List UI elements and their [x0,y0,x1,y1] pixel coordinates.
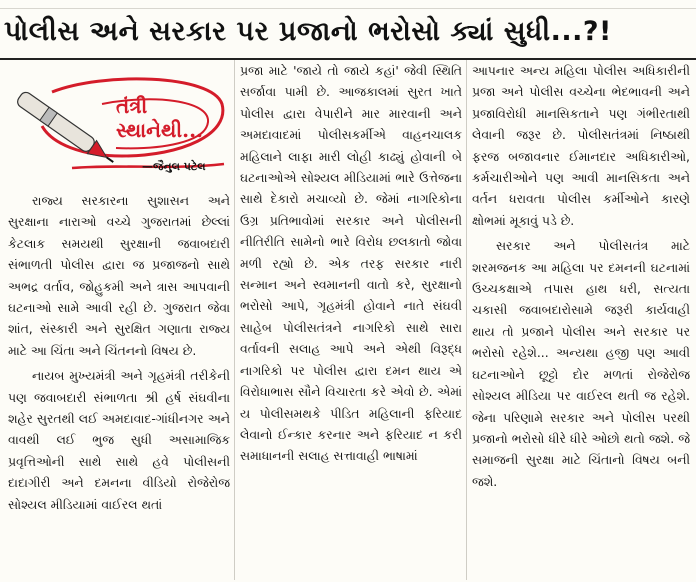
column-divider [466,60,467,580]
headline: પોલીસ અને સરકાર પર પ્રજાનો ભરોસો ક્યાં સુધી...?! [4,16,612,47]
paragraph: રાજ્ય સરકારના સુશાસન અને સુરક્ષાના નારાઓ વચ્ચે ગુજરાતમાં છેલ્લાં કેટલાક સમયથી સુરક્ષાની જવાબદારી સંભાળતી પોલીસ દ્વારા જ પ્રજાજનો સાથે અભદ્ર વર્તાવ, જોહુકમી અને ત્રાસ આપવાની ઘટનાઓ સામે આવી રહી છે. ગુજરાત જેવા શાંત, સંસ્કારી અને સુરક્ષિત ગણાતા રાજ્ય માટે આ ચિંતા અને ચિંતનનો વિષય છે. [8,193,230,358]
column-logo-title [116,94,203,142]
paragraph: સરકાર અને પોલીસતંત્ર માટે શરમજનક આ મહિલા પર દમનની ઘટનામાં ઉચ્ચકક્ષાએ તપાસ હાથ ધરી, સત્યતા ચકાસી જવાબદારોસામે જરૂરી કાર્યવાહી થાય તો પ્રજાને પોલીસ અને સરકાર પર ભરોસો રહેશે... અન્યથા હજી પણ આવી ઘટનાઓને છૂટ્ટો દોર મળતાં રોજેરોજ સોશ્યલ મીડિયા પર વાઈરલ થતી જ રહેશે. જેના પરિણામે સરકાર અને પોલીસ પરથી પ્રજાનો ભરોસો ધીરે ધીરે ઓછો થતો જશે. જે સમાજની સુરક્ષા માટે ચિંતાનો વિષય બની જશે. [472,238,690,489]
clipped-previous-line [0,0,696,9]
article-column-3 [472,60,690,580]
paragraph: આપનાર અન્ય મહિલા પોલીસ અધિકારીની પ્રજા અને પોલીસ વચ્ચેના ભેદભાવની અને પ્રજાવિરોધી માનસિકતાને પણ ગંભીરતાથી લેવાની જરૂર છે. પોલીસતંત્રમાં નિષ્ઠાથી ફરજ બજાવનાર ઈમાનદાર અધિકારીઓ, કર્મચારીઓને પણ આવી માનસિકતા અને વર્તન ધરાવતા પોલીસ કર્મીઓને કારણે ક્ષોભમાં મૂકાવું પડે છે. [472,63,690,228]
column-logo-line2: સ્થાનેથી... [116,118,203,142]
column-logo [12,64,232,182]
column-divider [234,60,235,580]
author-byline: —જૈનુલ પટેલ [142,160,206,173]
paragraph: નાયબ મુખ્યમંત્રી અને ગૃહમંત્રી તરીકેની પણ જવાબદારી સંભાળતા શ્રી હર્ષ સંઘવીના શહેર સુરતથી લઈ અમદાવાદ-ગાંધીનગર અને વાવથી લઈ ભુજ સુધી અસામાજિક પ્રવૃત્તિઓની સાથે સાથે હવે પોલીસની દાદાગીરી અને દમનના વીડિયો રોજેરોજ સોશ્યલ મીડિયામાં વાઈરલ થતાં [8,368,230,512]
article-column-1 [8,190,230,580]
article-column-2 [240,60,462,580]
column-logo-line1: તંત્રી [116,94,148,118]
paragraph: પ્રજા માટે 'જાયે તો જાયે કહાં' જેવી સ્થિતિ સર્જાવા પામી છે. આજકાલમાં સુરત ખાતે પોલીસ દ્વારા વેપારીને માર મારવાની અને અમદાવાદમાં પોલીસકર્મીએ વાહનચાલક મહિલાને લાફા મારી લોહી કાઢ્યું હોવાની બે ઘટનાઓએ સોશ્યલ મીડિયામાં ભારે ઉત્તેજના સાથે દેકારો મચાવ્યો છે. જેમાં નાગરિકોના ઉગ્ર પ્રતિભાવોમાં સરકાર અને પોલીસની નીતિરીતિ સામેનો ભારે વિરોધ છલકાતો જોવા મળી રહ્યો છે. એક તરફ સરકાર નારી સન્માન અને સ્વમાનની વાતો કરે, સુરક્ષાનો ભરોસો આપે, ગૃહમંત્રી હોવાને નાતે સંઘવી સાહેબ પોલીસતંત્રને નાગરિકો સાથે સારા વર્તાવની સલાહ આપે અને એથી વિરૂદ્ધ નાગરિકો પર પોલીસ દ્વારા દમન થાય એ વિરોધાભાસ સૌને વિચારતા કરે એવો છે. એમાં ય પોલીસમથકે પીડિત મહિલાની ફરિયાદ લેવાનો ઈન્કાર કરનાર અને ફરિયાદ ન કરી સમાધાનની સલાહ સત્તાવાહી ભાષામાં [240,63,462,464]
